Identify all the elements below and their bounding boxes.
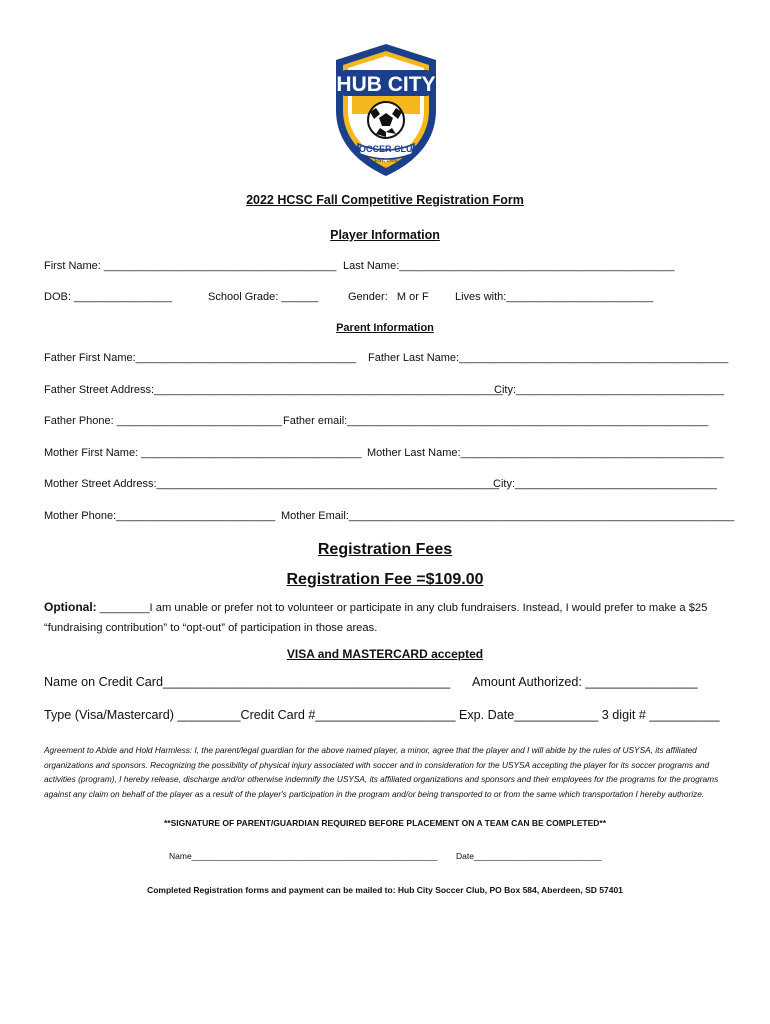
father-street-field[interactable]: Father Street Address:_________________________________________________________ <box>44 384 503 396</box>
mother-last-name-field[interactable]: Mother Last Name:___________________________________________ <box>367 447 724 459</box>
father-first-name-field[interactable]: Father First Name:____________________________________ <box>44 352 356 364</box>
mother-street-field[interactable]: Mother Street Address:________________________________________________________ <box>44 478 500 490</box>
name-on-card-field[interactable]: Name on Credit Card_________________________________________ <box>44 675 451 689</box>
registration-fee: Registration Fee =$109.00 <box>286 571 484 588</box>
lives-with-field[interactable]: Lives with:________________________ <box>455 291 654 303</box>
signature-name-field[interactable]: Name____________________________________________________ <box>169 851 438 861</box>
optional-text: ________I am unable or prefer not to volunteer or participate in any club fundraisers. Instead, I would prefer to make a $25 “fundraising contribution” to “opt-out” of participation in those areas. <box>44 602 708 634</box>
optional-label: Optional: <box>44 600 97 614</box>
first-name-field[interactable]: First Name: ______________________________________ <box>44 260 337 272</box>
form-title: 2022 HCSC Fall Competitive Registration Form <box>246 193 524 207</box>
club-logo <box>328 40 444 180</box>
father-city-field[interactable]: City:__________________________________ <box>494 384 725 396</box>
card-details-line[interactable]: Type (Visa/Mastercard) _________Credit Card #____________________ Exp. Date____________ 3 digit # __________ <box>44 708 720 722</box>
logo-line2: SOCCER CLUB <box>352 144 420 154</box>
cards-heading: VISA and MASTERCARD accepted <box>286 647 484 661</box>
logo-line1: HUB CITY <box>336 73 436 96</box>
mother-first-name-field[interactable]: Mother First Name: ____________________________________ <box>44 447 362 459</box>
logo-est: EST. 1986 <box>374 158 398 164</box>
agreement-text: Agreement to Abide and Hold Harmless: I, the parent/legal guardian for the above named player, a minor, agree that the player and I will abide by the rules of USYSA, its affiliated organizations and sponsors. Recognizing the possibility of physical injury associated with soccer and in consideration for the USYSA accepting the player for its soccer programs and activities (program), I hereby release, discharge and/or otherwise indemnify the USYSA, its affiliated organizations and sponsors and their employees for the programs for the programs against any claim on behalf of the player as a result of the player's participation in the program and/or being transported to or from the same which transportation I hereby authorize. <box>44 745 719 799</box>
optional-paragraph[interactable] <box>44 597 734 638</box>
signature-date-field[interactable]: Date___________________________ <box>456 851 602 861</box>
signature-required-note: **SIGNATURE OF PARENT/GUARDIAN REQUIRED BEFORE PLACEMENT ON A TEAM CAN BE COMPLETED** <box>163 818 607 828</box>
mother-city-field[interactable]: City:_________________________________ <box>493 478 717 490</box>
school-grade-field[interactable]: School Grade: ______ <box>208 291 319 303</box>
player-info-heading: Player Information <box>330 228 440 242</box>
parent-info-heading: Parent Information <box>336 322 434 334</box>
amount-authorized-field[interactable]: Amount Authorized: ________________ <box>472 675 698 689</box>
gender-field[interactable]: Gender: M or F <box>348 291 429 303</box>
mother-email-field[interactable]: Mother Email:_______________________________________________________________ <box>281 510 735 522</box>
mailing-note: Completed Registration forms and payment can be mailed to: Hub City Soccer Club, PO Box 584, Aberdeen, SD 57401 <box>147 885 623 895</box>
father-last-name-field[interactable]: Father Last Name:____________________________________________ <box>368 352 729 364</box>
mother-phone-field[interactable]: Mother Phone:__________________________ <box>44 510 276 522</box>
dob-field[interactable]: DOB: ________________ <box>44 291 172 303</box>
fees-heading: Registration Fees <box>317 541 453 558</box>
last-name-field[interactable]: Last Name:_____________________________________________ <box>343 260 675 272</box>
father-email-field[interactable]: Father email:___________________________________________________________ <box>283 415 709 427</box>
father-phone-field[interactable]: Father Phone: ___________________________ <box>44 415 282 427</box>
